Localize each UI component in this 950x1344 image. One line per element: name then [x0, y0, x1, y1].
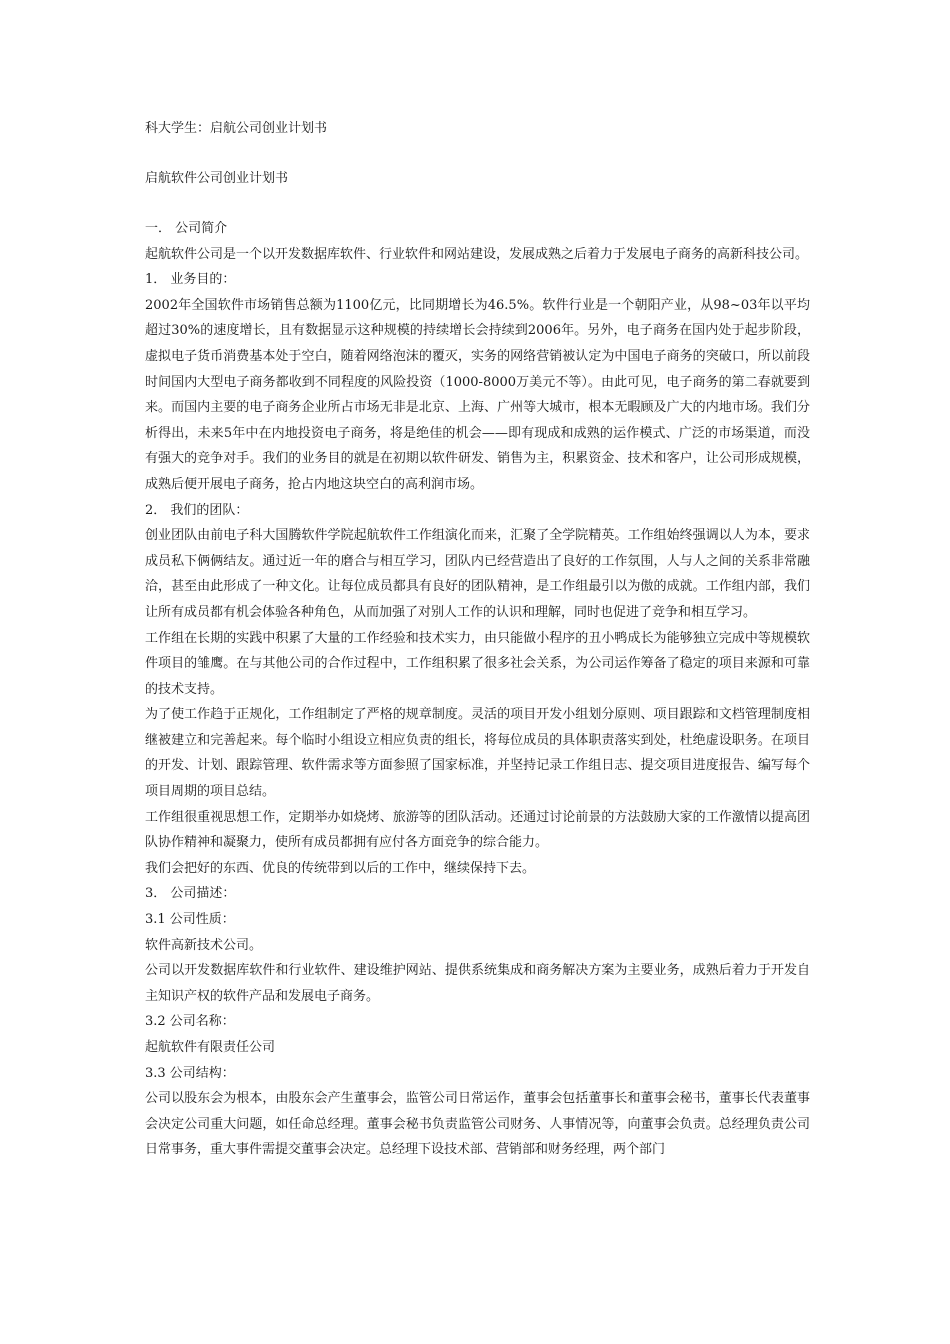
section-heading-business-purpose: 1． 业务目的： — [145, 272, 236, 288]
paragraph-company-intro: 起航软件公司是一个以开发数据库软件、行业软件和网站建设，发展成熟之后着力于发展电子商务的高新科技公司。 — [145, 246, 809, 262]
document-body — [145, 216, 810, 1326]
paragraph-business-purpose: 2002年全国软件市场销售总额为1100亿元，比同期增长为46.5%。软件行业是一个朝阳产业，从98~03年以平均超过30%的速度增长，且有数据显示这种规模的持续增长会持续到2006年。另外，电子商务在国内处于起步阶段，虚拟电子货币消费基本处于空白，随着网络泡沫的覆灭，实务的网络营销被认定为中国电子商务的突破口，所以前段时间国内大型电子商务都收到不同程度的风险投资（1000-8000万美元不等）。由此可见，电子商务的第二春就要到来。而国内主要的电子商务企业所占市场无非是北京、上海、广州等大城市，根本无暇顾及广大的内地市场。我们分析得出，未来5年中在内地投资电子商务，将是绝佳的机会——即有现成和成熟的运作模式、广泛的市场渠道，而没有强大的竞争对手。我们的业务目的就是在初期以软件研发、销售为主，积累资金、技术和客户，让公司形成规模，成熟后便开展电子商务，抢占内地这块空白的高利润市场。 — [145, 297, 810, 492]
subheading-company-structure: 3.3 公司结构： — [145, 1065, 235, 1081]
subheading-company-name: 3.2 公司名称： — [145, 1014, 235, 1030]
section-heading-company-intro: 一． 公司简介 — [145, 221, 228, 236]
subheading-company-nature: 3.1 公司性质： — [145, 912, 235, 928]
paragraph-team-origin: 创业团队由前电子科大国腾软件学院起航软件工作组演化而来，汇聚了全学院精英。工作组始终强调以人为本，要求成员私下俩俩结友。通过近一年的磨合与相互学习，团队内已经营造出了良好的工作氛围，人与人之间的关系非常融洽，甚至由此形成了一种文化。让每位成员都具有良好的团队精神，是工作组最引以为傲的成就。工作组内部，我们让所有成员都有机会体验各种角色，从而加强了对别人工作的认识和理解，同时也促进了竞争和相互学习。 — [145, 528, 810, 620]
paragraph-company-business: 公司以开发数据库软件和行业软件、建设维护网站、提供系统集成和商务解决方案为主要业务，成熟后着力于开发自主知识产权的软件产品和发展电子商务。 — [145, 963, 810, 1004]
paragraph-team-activities: 工作组很重视思想工作，定期举办如烧烤、旅游等的团队活动。还通过讨论前景的方法鼓励大家的工作激情以提高团队协作精神和凝聚力，使所有成员都拥有应付各方面竞争的综合能力。 — [145, 809, 810, 851]
section-heading-company-description: 3． 公司描述： — [145, 886, 236, 902]
paragraph-team-experience: 工作组在长期的实践中积累了大量的工作经验和技术实力，由只能做小程序的丑小鸭成长为能够独立完成中等规模软件项目的雏鹰。在与其他公司的合作过程中，工作组积累了很多社会关系，为公司运作筹备了稳定的项目来源和可靠的技术支持。 — [145, 630, 810, 697]
paragraph-company-nature: 软件高新技术公司。 — [145, 937, 263, 953]
paragraph-company-name: 起航软件有限责任公司 — [145, 1040, 276, 1055]
paragraph-team-rules: 为了使工作趋于正规化，工作组制定了严格的规章制度。灵活的项目开发小组划分原则、项目跟踪和文档管理制度相继被建立和完善起来。每个临时小组设立相应负责的组长，将每位成员的具体职责落实到处，杜绝虚设职务。在项目的开发、计划、跟踪管理、软件需求等方面参照了国家标准，并坚持记录工作组日志、提交项目进度报告、编写每个项目周期的项目总结。 — [145, 707, 810, 800]
document-subtitle: 启航软件公司创业计划书 — [145, 171, 289, 186]
section-heading-our-team: 2． 我们的团队： — [145, 502, 249, 518]
document-title: 科大学生：启航公司创业计划书 — [145, 121, 328, 136]
paragraph-team-tradition: 我们会把好的东西、优良的传统带到以后的工作中，继续保持下去。 — [145, 860, 536, 876]
paragraph-company-structure: 公司以股东会为根本，由股东会产生董事会，监管公司日常运作，董事会包括董事长和董事会秘书，董事长代表董事会决定公司重大问题，如任命总经理。董事会秘书负责监管公司财务、人事情况等，向董事会负责。总经理负责公司日常事务，重大事件需提交董事会决定。总经理下设技术部、营销部和财务经理，两个部门 — [145, 1091, 810, 1158]
